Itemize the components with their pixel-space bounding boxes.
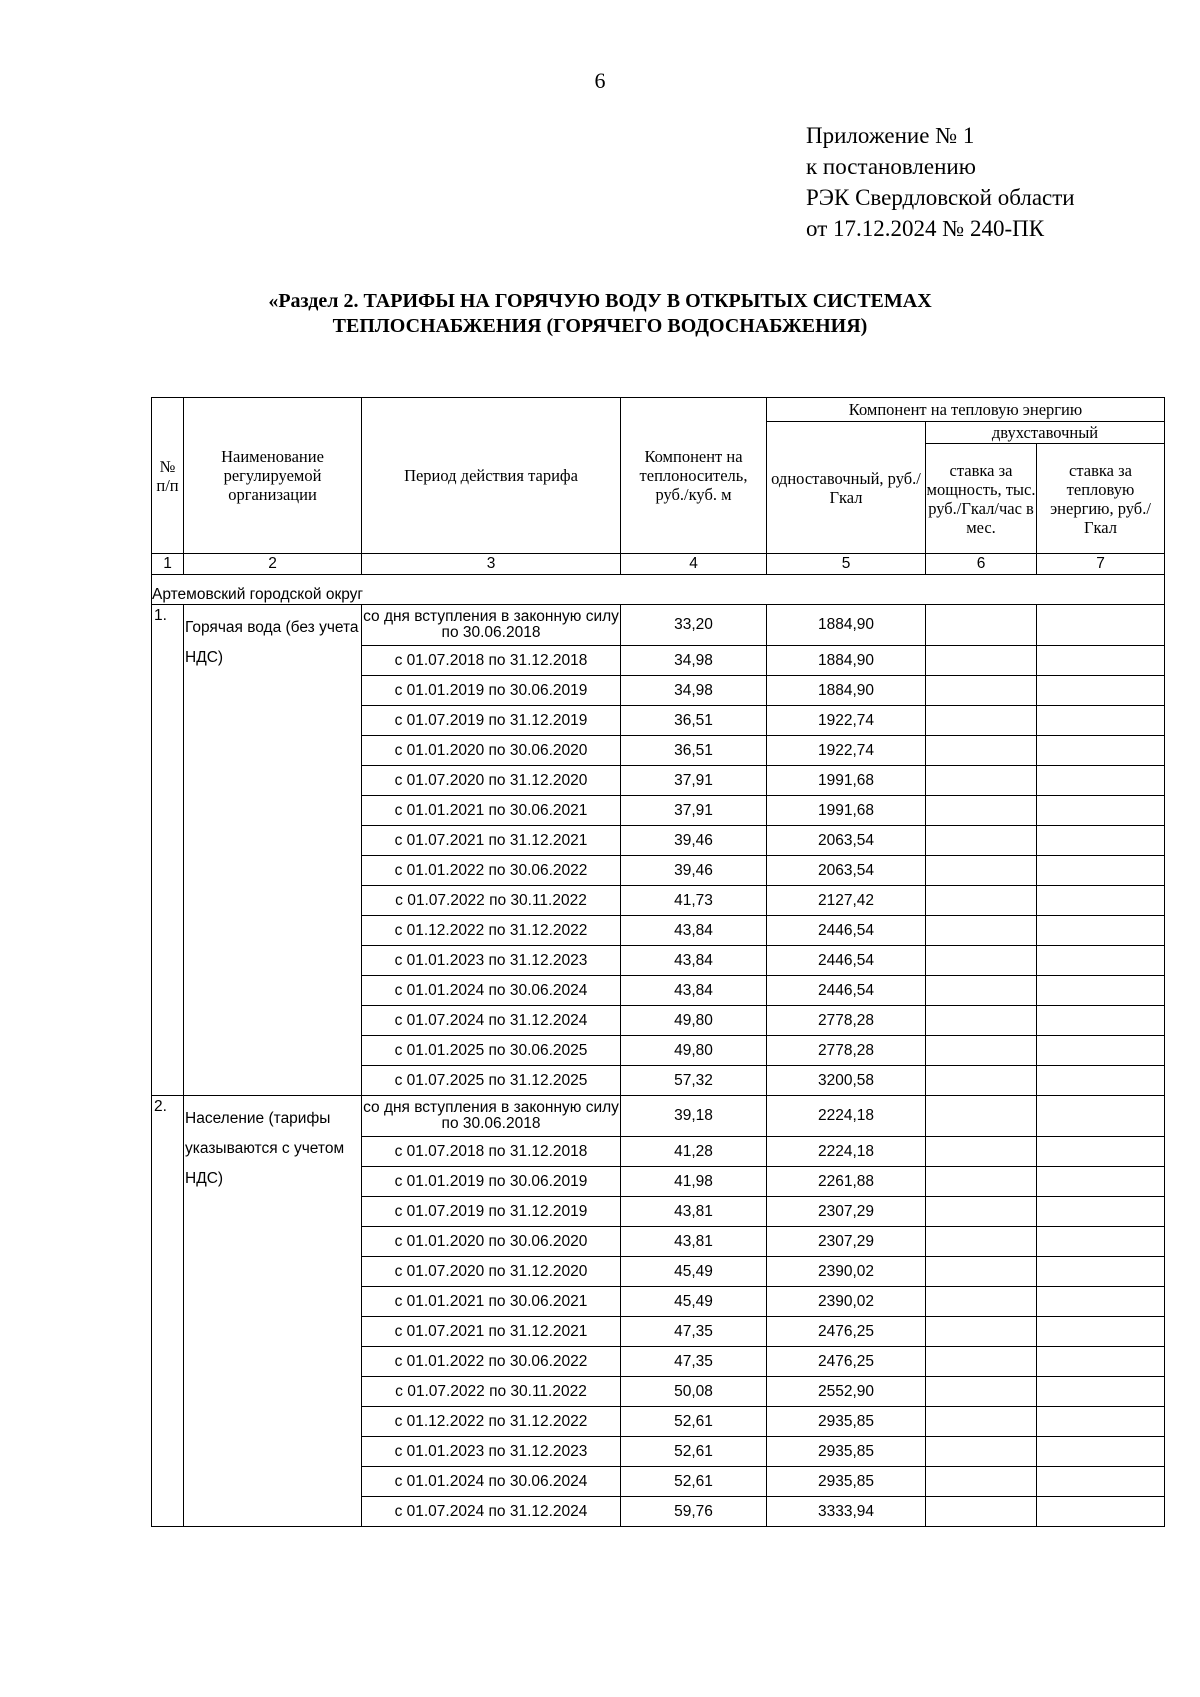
- capacity-cell: [926, 1227, 1037, 1257]
- carrier-cell: 45,49: [621, 1257, 767, 1287]
- energy-rate-cell: [1037, 676, 1165, 706]
- energy-rate-cell: [1037, 1137, 1165, 1167]
- period-cell: с 01.01.2021 по 30.06.2021: [362, 796, 621, 826]
- group-row: [152, 575, 1165, 605]
- capacity-cell: [926, 1036, 1037, 1066]
- period-cell: с 01.01.2023 по 31.12.2023: [362, 946, 621, 976]
- carrier-cell: 57,32: [621, 1066, 767, 1096]
- energy-rate-cell: [1037, 1437, 1165, 1467]
- capacity-cell: [926, 1096, 1037, 1137]
- header-num: № п/п: [152, 398, 184, 554]
- period-cell: с 01.01.2019 по 30.06.2019: [362, 1167, 621, 1197]
- organization-name: Горячая вода (без учета НДС): [184, 605, 362, 1096]
- capacity-cell: [926, 1006, 1037, 1036]
- period-cell: с 01.07.2021 по 31.12.2021: [362, 826, 621, 856]
- organization-name: Население (тарифы указываются с учетом НДС): [184, 1096, 362, 1527]
- capacity-cell: [926, 826, 1037, 856]
- capacity-cell: [926, 796, 1037, 826]
- one-part-cell: 3333,94: [767, 1497, 926, 1527]
- one-part-cell: 2778,28: [767, 1006, 926, 1036]
- one-part-cell: 2063,54: [767, 826, 926, 856]
- capacity-cell: [926, 1137, 1037, 1167]
- one-part-cell: 2261,88: [767, 1167, 926, 1197]
- carrier-cell: 34,98: [621, 646, 767, 676]
- header-period: Период действия тарифа: [362, 398, 621, 554]
- carrier-cell: 39,18: [621, 1096, 767, 1137]
- one-part-cell: 2476,25: [767, 1347, 926, 1377]
- one-part-cell: 2476,25: [767, 1317, 926, 1347]
- column-number: 4: [621, 554, 767, 575]
- period-cell: с 01.01.2025 по 30.06.2025: [362, 1036, 621, 1066]
- capacity-cell: [926, 946, 1037, 976]
- appendix-line: РЭК Свердловской области: [806, 185, 1075, 210]
- energy-rate-cell: [1037, 886, 1165, 916]
- period-cell: с 01.07.2025 по 31.12.2025: [362, 1066, 621, 1096]
- one-part-cell: 2390,02: [767, 1257, 926, 1287]
- capacity-cell: [926, 1377, 1037, 1407]
- carrier-cell: 37,91: [621, 796, 767, 826]
- carrier-cell: 39,46: [621, 856, 767, 886]
- one-part-cell: 2935,85: [767, 1437, 926, 1467]
- period-cell: с 01.01.2022 по 30.06.2022: [362, 1347, 621, 1377]
- period-cell: с 01.07.2020 по 31.12.2020: [362, 766, 621, 796]
- one-part-cell: 3200,58: [767, 1066, 926, 1096]
- capacity-cell: [926, 1347, 1037, 1377]
- period-cell: с 01.01.2019 по 30.06.2019: [362, 676, 621, 706]
- energy-rate-cell: [1037, 1167, 1165, 1197]
- header-energy-group: Компонент на тепловую энергию: [767, 398, 1165, 422]
- carrier-cell: 43,84: [621, 916, 767, 946]
- period-cell: с 01.07.2024 по 31.12.2024: [362, 1497, 621, 1527]
- carrier-cell: 49,80: [621, 1036, 767, 1066]
- capacity-cell: [926, 605, 1037, 646]
- energy-rate-cell: [1037, 1317, 1165, 1347]
- energy-rate-cell: [1037, 976, 1165, 1006]
- energy-rate-cell: [1037, 1197, 1165, 1227]
- period-cell: с 01.07.2022 по 30.11.2022: [362, 1377, 621, 1407]
- carrier-cell: 39,46: [621, 826, 767, 856]
- carrier-cell: 43,84: [621, 976, 767, 1006]
- period-cell: с 01.07.2022 по 30.11.2022: [362, 886, 621, 916]
- carrier-cell: 37,91: [621, 766, 767, 796]
- capacity-cell: [926, 1317, 1037, 1347]
- capacity-cell: [926, 766, 1037, 796]
- one-part-cell: 2127,42: [767, 886, 926, 916]
- one-part-cell: 2935,85: [767, 1407, 926, 1437]
- one-part-cell: 2446,54: [767, 976, 926, 1006]
- carrier-cell: 43,81: [621, 1197, 767, 1227]
- carrier-cell: 41,98: [621, 1167, 767, 1197]
- carrier-cell: 33,20: [621, 605, 767, 646]
- one-part-cell: 2446,54: [767, 916, 926, 946]
- capacity-cell: [926, 886, 1037, 916]
- capacity-cell: [926, 646, 1037, 676]
- table-row: [152, 1096, 1165, 1137]
- energy-rate-cell: [1037, 1407, 1165, 1437]
- one-part-cell: 2307,29: [767, 1227, 926, 1257]
- carrier-cell: 36,51: [621, 706, 767, 736]
- column-number: 6: [926, 554, 1037, 575]
- carrier-cell: 43,84: [621, 946, 767, 976]
- period-cell: с 01.01.2020 по 30.06.2020: [362, 736, 621, 766]
- appendix-line: от 17.12.2024 № 240-ПК: [806, 216, 1045, 241]
- energy-rate-cell: [1037, 796, 1165, 826]
- period-cell: с 01.01.2022 по 30.06.2022: [362, 856, 621, 886]
- energy-rate-cell: [1037, 1497, 1165, 1527]
- energy-rate-cell: [1037, 1377, 1165, 1407]
- group-name: Артемовский городской округ: [152, 575, 1165, 605]
- period-cell: с 01.07.2021 по 31.12.2021: [362, 1317, 621, 1347]
- section-title-line: «Раздел 2. ТАРИФЫ НА ГОРЯЧУЮ ВОДУ В ОТКРЫТЫХ СИСТЕМАХ: [268, 290, 932, 312]
- period-cell: с 01.07.2019 по 31.12.2019: [362, 706, 621, 736]
- appendix-block: [806, 120, 1075, 244]
- one-part-cell: 1884,90: [767, 646, 926, 676]
- one-part-cell: 2935,85: [767, 1467, 926, 1497]
- period-cell: с 01.01.2023 по 31.12.2023: [362, 1437, 621, 1467]
- appendix-line: Приложение № 1: [806, 123, 975, 148]
- carrier-cell: 50,08: [621, 1377, 767, 1407]
- carrier-cell: 52,61: [621, 1407, 767, 1437]
- one-part-cell: 2063,54: [767, 856, 926, 886]
- table-body: [152, 575, 1165, 1527]
- carrier-cell: 47,35: [621, 1347, 767, 1377]
- one-part-cell: 1922,74: [767, 706, 926, 736]
- energy-rate-cell: [1037, 1227, 1165, 1257]
- period-cell: с 01.01.2021 по 30.06.2021: [362, 1287, 621, 1317]
- section-title-line: ТЕПЛОСНАБЖЕНИЯ (ГОРЯЧЕГО ВОДОСНАБЖЕНИЯ): [332, 315, 868, 337]
- column-number-row: [152, 554, 1165, 575]
- carrier-cell: 34,98: [621, 676, 767, 706]
- capacity-cell: [926, 1407, 1037, 1437]
- column-number: 7: [1037, 554, 1165, 575]
- period-cell: с 01.07.2018 по 31.12.2018: [362, 646, 621, 676]
- header-two-part: двухставочный: [926, 422, 1165, 444]
- energy-rate-cell: [1037, 1287, 1165, 1317]
- energy-rate-cell: [1037, 946, 1165, 976]
- capacity-cell: [926, 1437, 1037, 1467]
- energy-rate-cell: [1037, 856, 1165, 886]
- period-cell: с 01.07.2018 по 31.12.2018: [362, 1137, 621, 1167]
- one-part-cell: 2224,18: [767, 1096, 926, 1137]
- header-energy-rate: ставка за тепловую энергию, руб./Гкал: [1037, 444, 1165, 554]
- carrier-cell: 43,81: [621, 1227, 767, 1257]
- capacity-cell: [926, 916, 1037, 946]
- energy-rate-cell: [1037, 1096, 1165, 1137]
- energy-rate-cell: [1037, 605, 1165, 646]
- capacity-cell: [926, 736, 1037, 766]
- column-number: 5: [767, 554, 926, 575]
- energy-rate-cell: [1037, 1006, 1165, 1036]
- column-number: 3: [362, 554, 621, 575]
- period-cell: с 01.12.2022 по 31.12.2022: [362, 1407, 621, 1437]
- capacity-cell: [926, 706, 1037, 736]
- row-number: 2.: [152, 1096, 184, 1527]
- energy-rate-cell: [1037, 1036, 1165, 1066]
- carrier-cell: 41,28: [621, 1137, 767, 1167]
- capacity-cell: [926, 1467, 1037, 1497]
- one-part-cell: 1884,90: [767, 676, 926, 706]
- header-org: Наименование регулируемой организации: [184, 398, 362, 554]
- capacity-cell: [926, 1287, 1037, 1317]
- one-part-cell: 2224,18: [767, 1137, 926, 1167]
- capacity-cell: [926, 1066, 1037, 1096]
- capacity-cell: [926, 676, 1037, 706]
- energy-rate-cell: [1037, 1467, 1165, 1497]
- capacity-cell: [926, 976, 1037, 1006]
- capacity-cell: [926, 1167, 1037, 1197]
- one-part-cell: 1991,68: [767, 796, 926, 826]
- energy-rate-cell: [1037, 916, 1165, 946]
- period-cell: с 01.07.2020 по 31.12.2020: [362, 1257, 621, 1287]
- energy-rate-cell: [1037, 1257, 1165, 1287]
- energy-rate-cell: [1037, 646, 1165, 676]
- capacity-cell: [926, 1497, 1037, 1527]
- page-number: 6: [594, 68, 606, 93]
- section-title: [150, 289, 1050, 339]
- period-cell: с 01.01.2020 по 30.06.2020: [362, 1227, 621, 1257]
- carrier-cell: 52,61: [621, 1467, 767, 1497]
- period-cell: с 01.12.2022 по 31.12.2022: [362, 916, 621, 946]
- column-number: 2: [184, 554, 362, 575]
- one-part-cell: 1922,74: [767, 736, 926, 766]
- one-part-cell: 2390,02: [767, 1287, 926, 1317]
- energy-rate-cell: [1037, 736, 1165, 766]
- period-cell: с 01.01.2024 по 30.06.2024: [362, 1467, 621, 1497]
- carrier-cell: 52,61: [621, 1437, 767, 1467]
- carrier-cell: 41,73: [621, 886, 767, 916]
- period-cell: с 01.07.2024 по 31.12.2024: [362, 1006, 621, 1036]
- table-row: [152, 605, 1165, 646]
- one-part-cell: 1991,68: [767, 766, 926, 796]
- carrier-cell: 49,80: [621, 1006, 767, 1036]
- carrier-cell: 36,51: [621, 736, 767, 766]
- capacity-cell: [926, 856, 1037, 886]
- energy-rate-cell: [1037, 826, 1165, 856]
- carrier-cell: 47,35: [621, 1317, 767, 1347]
- one-part-cell: 2307,29: [767, 1197, 926, 1227]
- carrier-cell: 45,49: [621, 1287, 767, 1317]
- energy-rate-cell: [1037, 1347, 1165, 1377]
- one-part-cell: 1884,90: [767, 605, 926, 646]
- one-part-cell: 2446,54: [767, 946, 926, 976]
- energy-rate-cell: [1037, 1066, 1165, 1096]
- header-one-part: одноставочный, руб./Гкал: [767, 422, 926, 554]
- capacity-cell: [926, 1257, 1037, 1287]
- tariff-table: [151, 397, 1165, 1527]
- period-cell: со дня вступления в законную силу по 30.06.2018: [362, 605, 621, 646]
- column-number: 1: [152, 554, 184, 575]
- header-capacity: ставка за мощность, тыс. руб./Гкал/час в мес.: [926, 444, 1037, 554]
- capacity-cell: [926, 1197, 1037, 1227]
- energy-rate-cell: [1037, 766, 1165, 796]
- carrier-cell: 59,76: [621, 1497, 767, 1527]
- energy-rate-cell: [1037, 706, 1165, 736]
- row-number: 1.: [152, 605, 184, 1096]
- appendix-line: к постановлению: [806, 154, 976, 179]
- table-header: [152, 398, 1165, 575]
- period-cell: с 01.01.2024 по 30.06.2024: [362, 976, 621, 1006]
- period-cell: со дня вступления в законную силу по 30.06.2018: [362, 1096, 621, 1137]
- one-part-cell: 2552,90: [767, 1377, 926, 1407]
- one-part-cell: 2778,28: [767, 1036, 926, 1066]
- period-cell: с 01.07.2019 по 31.12.2019: [362, 1197, 621, 1227]
- header-carrier: Компонент на теплоноситель, руб./куб. м: [621, 398, 767, 554]
